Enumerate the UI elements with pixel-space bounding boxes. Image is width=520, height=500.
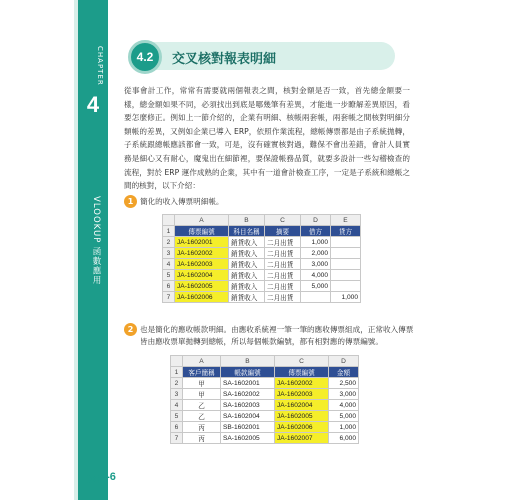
memo-cell: 二月出貨 [265,281,301,292]
header-cell: 金額 [329,367,359,378]
table-row [171,389,359,400]
memo-cell: 二月出貨 [265,292,301,303]
voucher-cell: JA-1602007 [275,433,329,444]
column-letter: A [183,356,221,367]
account-no-cell: SA-1602003 [221,400,275,411]
header-cell: 傳票編號 [175,226,229,237]
account-cell: 銷貨收入 [229,270,265,281]
table-row [163,237,361,248]
header-row [171,367,359,378]
credit-cell [331,281,361,292]
step-number-badge: 1 [124,195,137,208]
journal-sheet [162,214,361,303]
row-number: 3 [163,248,175,259]
table-row [171,422,359,433]
row-number: 2 [163,237,175,248]
body-paragraph: 從事會計工作，常常有需要就兩個報表之間，核對金額是否一致，首先總金額要一樣，總金額如果不同，必須找出到底是哪幾筆有差異，才能進一步瞭解差異原因，看要怎麼修正。例如上一節介紹的，企業有明細、核帳兩套帳，兩套帳之間核對明細分類帳的差異，又例如企業已導入 ERP，依照作業流程，總帳傳票都是由子系統拋轉，子系統跟總帳應該都會一致，可是，沒有確實核對過，難保不會出差錯，會計人員實務是細心又有耐心，魔鬼出在細節裡，要保證帳務品質，就要多設計一些勾稽檢查的流程，對於 ERP 運作成熟的企業，其中有一道會計檢查工序，一定是子系統和總帳之間的核對，以下介紹： [124,86,410,191]
voucher-cell: JA-1602006 [175,292,229,303]
customer-cell: 乙 [183,411,221,422]
chapter-label: CHAPTER [96,46,104,86]
column-letter: B [229,215,265,226]
table-row [171,433,359,444]
customer-cell: 丙 [183,433,221,444]
account-no-cell: SB-1602001 [221,422,275,433]
account-no-cell: SA-1602001 [221,378,275,389]
debit-cell: 3,000 [301,259,331,270]
header-cell: 貸方 [331,226,361,237]
amount-cell: 1,000 [329,422,359,433]
customer-cell: 乙 [183,400,221,411]
column-letter: A [175,215,229,226]
header-cell: 帳款編號 [221,367,275,378]
chevron-right-icon: ❯❯❯ [86,474,101,483]
credit-cell: 1,000 [331,292,361,303]
row-number: 6 [163,281,175,292]
amount-cell: 4,000 [329,400,359,411]
credit-cell [331,248,361,259]
column-letter-row [171,356,359,367]
amount-cell: 3,000 [329,389,359,400]
table-row [171,411,359,422]
account-no-cell: SA-1602002 [221,389,275,400]
table-row [163,248,361,259]
amount-cell: 2,500 [329,378,359,389]
memo-cell: 二月出貨 [265,270,301,281]
column-letter: D [301,215,331,226]
row-number: 6 [171,422,183,433]
header-cell: 科目名稱 [229,226,265,237]
account-no-cell: SA-1602005 [221,433,275,444]
voucher-cell: JA-1602001 [175,237,229,248]
customer-cell: 丙 [183,422,221,433]
amount-cell: 6,000 [329,433,359,444]
debit-cell: 5,000 [301,281,331,292]
voucher-cell: JA-1602005 [175,281,229,292]
section-title: 交叉核對報表明細 [172,52,277,67]
page-number: 4-6 [100,471,116,483]
memo-cell: 二月出貨 [265,237,301,248]
chapter-title: VLOOKUP 函數應用 [91,196,101,286]
corner-cell [163,215,175,226]
header-cell: 借方 [301,226,331,237]
step-1 [124,196,414,208]
row-number: 5 [171,411,183,422]
corner-cell [171,356,183,367]
voucher-cell: JA-1602002 [175,248,229,259]
debit-cell: 1,000 [301,237,331,248]
step-text: 也是簡化的應收帳款明細。由應收系統裡一筆一筆的應收傳票組成，正常收入傳票皆由應收票單拋轉到總帳，所以每個帳款編號，都有相對應的傳票編號。 [140,325,414,346]
header-row [163,226,361,237]
table-row [163,270,361,281]
row-number: 7 [171,433,183,444]
chapter-number: 4 [86,92,100,117]
account-cell: 銷貨收入 [229,259,265,270]
step-number-badge: 2 [124,323,137,336]
debit-cell: 2,000 [301,248,331,259]
header-cell: 客戶簡稱 [183,367,221,378]
row-number: 4 [171,400,183,411]
header-cell: 摘要 [265,226,301,237]
row-number: 1 [171,367,183,378]
header-cell: 傳票編號 [275,367,329,378]
table-row [171,378,359,389]
account-cell: 銷貨收入 [229,237,265,248]
column-letter: D [329,356,359,367]
table-row [171,400,359,411]
memo-cell: 二月出貨 [265,259,301,270]
column-letter: E [331,215,361,226]
voucher-cell: JA-1602002 [275,378,329,389]
amount-cell: 5,000 [329,411,359,422]
section-number-badge: 4.2 [128,40,162,74]
receivables-sheet [170,355,359,444]
account-no-cell: SA-1602004 [221,411,275,422]
row-number: 2 [171,378,183,389]
column-letter: C [265,215,301,226]
credit-cell [331,237,361,248]
table-row [163,292,361,303]
step-2 [124,324,414,348]
voucher-cell: JA-1602005 [275,411,329,422]
table-row [163,259,361,270]
row-number: 4 [163,259,175,270]
column-letter: C [275,356,329,367]
column-letter-row [163,215,361,226]
account-cell: 銷貨收入 [229,292,265,303]
row-number: 5 [163,270,175,281]
voucher-cell: JA-1602004 [175,270,229,281]
column-letter: B [221,356,275,367]
voucher-cell: JA-1602004 [275,400,329,411]
account-cell: 銷貨收入 [229,248,265,259]
voucher-cell: JA-1602006 [275,422,329,433]
voucher-cell: JA-1602003 [175,259,229,270]
debit-cell: 4,000 [301,270,331,281]
credit-cell [331,270,361,281]
row-number: 7 [163,292,175,303]
row-number: 3 [171,389,183,400]
row-number: 1 [163,226,175,237]
customer-cell: 甲 [183,389,221,400]
customer-cell: 甲 [183,378,221,389]
debit-cell [301,292,331,303]
credit-cell [331,259,361,270]
step-text: 簡化的收入傳票明細帳。 [140,197,224,206]
memo-cell: 二月出貨 [265,248,301,259]
table-row [163,281,361,292]
account-cell: 銷貨收入 [229,281,265,292]
voucher-cell: JA-1602003 [275,389,329,400]
